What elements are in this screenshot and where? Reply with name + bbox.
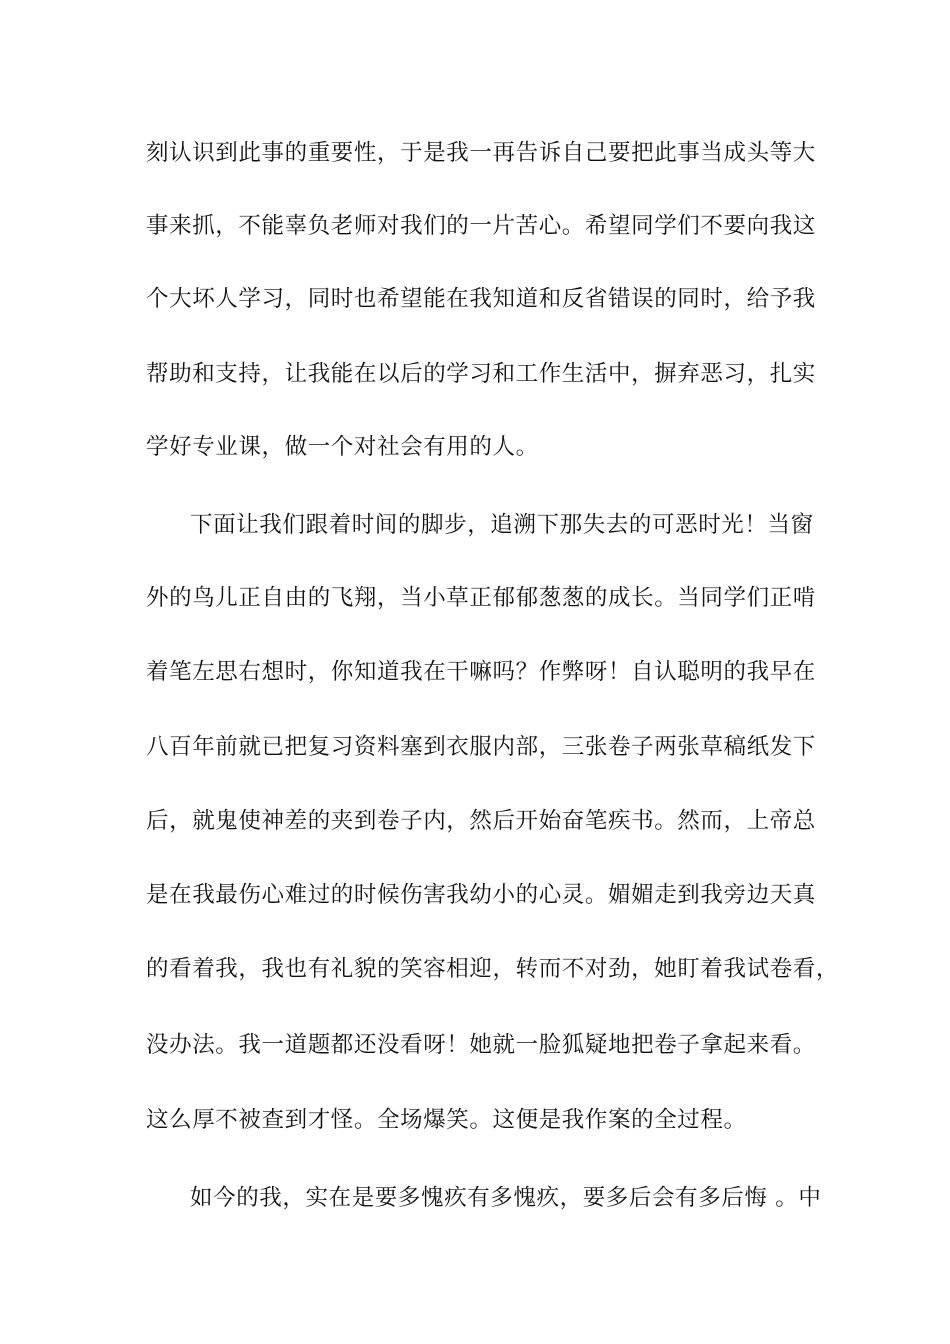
text-line: 帮助和支持，让我能在以后的学习和工作生活中，摒弃恶习，扎实: [146, 361, 816, 387]
text-line: 事来抓，不能辜负老师对我们的一片苦心。希望同学们不要向我这: [146, 213, 816, 239]
text-line: 的看着我，我也有礼貌的笑容相迎，转而不对劲，她盯着我试卷看，: [146, 956, 840, 982]
text-line: 这么厚不被查到才怪。全场爆笑。这便是我作案的全过程。: [146, 1107, 747, 1133]
paragraph-start-line: 如今的我，实在是要多愧疚有多愧疚，要多后会有多后悔 。中: [190, 1185, 822, 1211]
text-line: 着笔左思右想时，你知道我在干嘛吗？作弊呀！自认聪明的我早在: [146, 659, 816, 685]
text-line: 外的鸟儿正自由的飞翔，当小草正郁郁葱葱的成长。当同学们正啃: [146, 585, 816, 611]
text-line: 是在我最伤心难过的时候伤害我幼小的心灵。媚媚走到我旁边天真: [146, 882, 816, 908]
text-line: 后，就鬼使神差的夹到卷子内，然后开始奋笔疾书。然而，上帝总: [146, 808, 816, 834]
text-line: 学好专业课，做一个对社会有用的人。: [146, 434, 539, 460]
text-line: 没办法。我一道题都还没看呀！她就一脸狐疑地把卷子拿起来看。: [146, 1032, 816, 1058]
text-line: 刻认识到此事的重要性，于是我一再告诉自己要把此事当成头等大: [146, 140, 816, 166]
paragraph-start-line: 下面让我们跟着时间的脚步，追溯下那失去的可恶时光！当窗: [190, 512, 814, 538]
text-line: 八百年前就已把复习资料塞到衣服内部，三张卷子两张草稿纸发下: [146, 734, 816, 760]
text-line: 个大坏人学习，同时也希望能在我知道和反省错误的同时，给予我: [146, 286, 816, 312]
